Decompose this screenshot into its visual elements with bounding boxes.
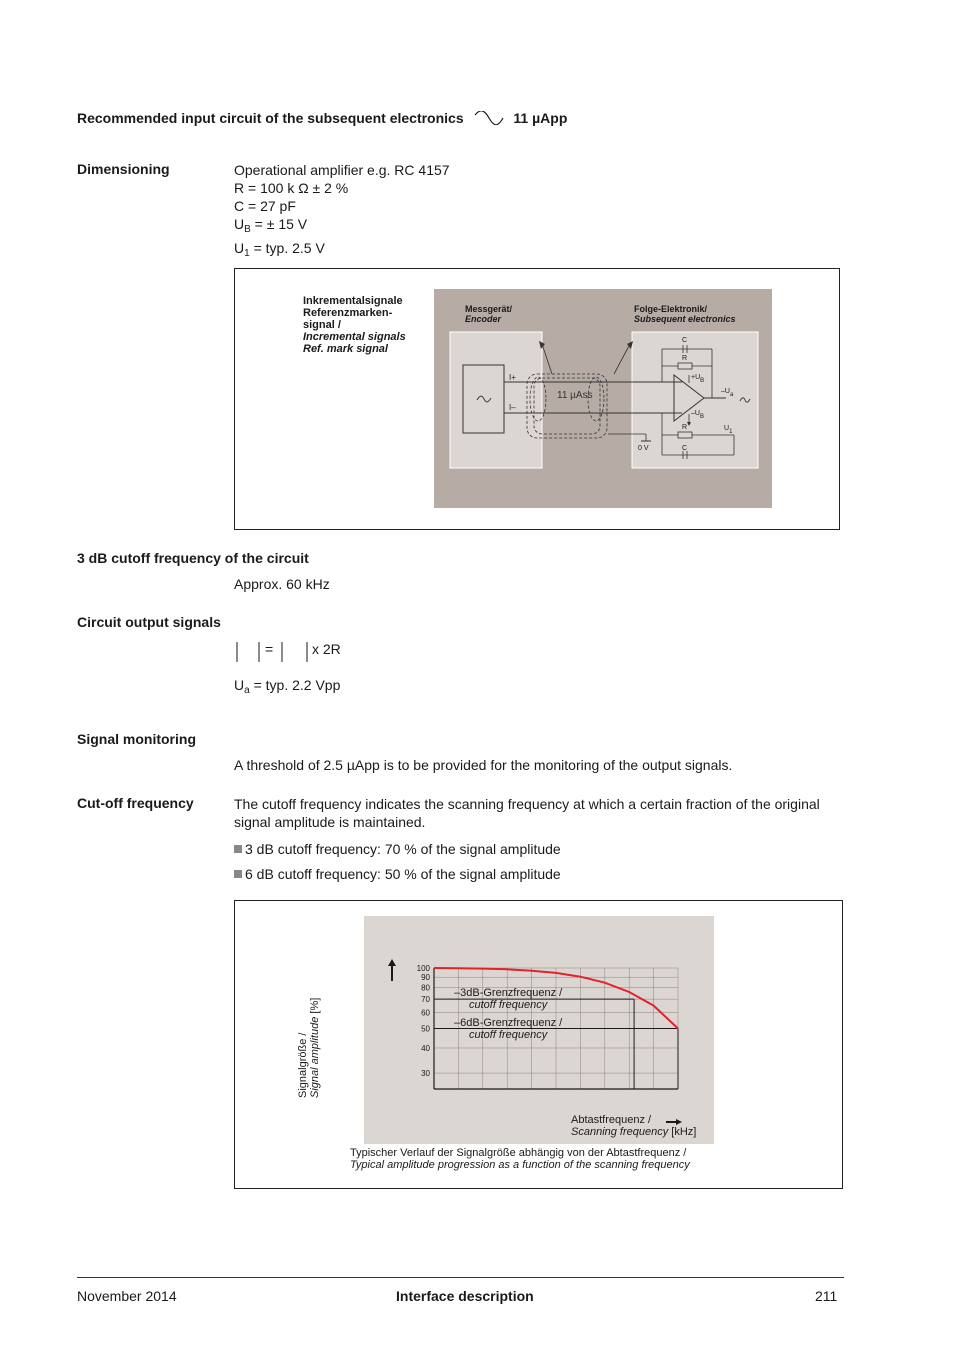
legend-line: Incremental signals (303, 331, 406, 343)
dim-line: C = 27 pF (234, 198, 296, 214)
signal-level-label: 11 µAss (557, 390, 593, 401)
subsequent-de: Folge-Elektronik/ (634, 304, 708, 314)
encoder-title (465, 304, 512, 324)
cutoff-text-line: signal amplitude is maintained. (234, 814, 426, 830)
dim-line: Operational amplifier e.g. RC 4157 (234, 162, 450, 178)
cutoff-frequency-text (234, 795, 820, 831)
legend-line: Inkrementalsignale (303, 295, 403, 307)
dim-line (234, 215, 450, 239)
y-axis-label (297, 948, 321, 1098)
annotation-3db-de: –3dB-Grenzfrequenz / (454, 987, 563, 999)
caption-de: Typischer Verlauf der Signalgröße abhängig von der Abtastfrequenz / (350, 1147, 687, 1159)
y-tick-label: 50 (421, 1024, 430, 1034)
bullet-text: 6 dB cutoff frequency: 50 % of the signal amplitude (245, 866, 561, 882)
annotation-6db-de: –6dB-Grenzfrequenz / (454, 1017, 563, 1029)
circuit-legend (303, 295, 406, 355)
resistor-bottom-label: R (682, 424, 688, 431)
x-label-en: Scanning frequency (571, 1126, 669, 1138)
y-tick-label: 70 (421, 995, 430, 1005)
cutoff3db-value: Approx. 60 kHz (234, 576, 330, 592)
formula-equals: = (265, 641, 274, 657)
circuit-figure (234, 268, 840, 530)
dim-sub: B (244, 224, 251, 235)
encoder-de: Messgerät/ (465, 304, 513, 314)
encoder-block (450, 332, 542, 468)
bullet-text: 3 dB cutoff frequency: 70 % of the signal amplitude (245, 841, 561, 857)
ground-label: 0 V (638, 445, 649, 452)
footer-date: November 2014 (77, 1288, 177, 1304)
y-tick-label: 40 (421, 1043, 430, 1053)
y-tick-label: 80 (421, 983, 430, 993)
u1-sub: 1 (729, 429, 733, 435)
y-label-en: Signal amplitude (309, 1016, 321, 1098)
x-label-unit: [kHz] (671, 1126, 697, 1138)
supply-minus-text: –U (691, 410, 700, 417)
formula-multiplier: x 2R (312, 641, 341, 657)
ua-rest: = typ. 2.2 Vpp (249, 677, 341, 693)
caption-en: Typical amplitude progression as a function of the scanning frequency (350, 1159, 690, 1171)
dim-rest: = typ. 2.5 V (249, 240, 325, 256)
subsequent-block (632, 332, 758, 468)
subsequent-title (634, 304, 736, 324)
cutoff3db-label: 3 dB cutoff frequency of the circuit (77, 550, 309, 566)
footer-page-number: 211 (815, 1288, 838, 1304)
monitoring-label: Signal monitoring (77, 731, 196, 747)
square-bullet-icon (234, 845, 242, 853)
input-plus-label: I+ (509, 373, 516, 382)
legend-line: Ref. mark signal (303, 343, 388, 355)
section-heading (77, 110, 567, 126)
y-tick-label: 60 (421, 1008, 430, 1018)
resistor-top-label: R (682, 355, 688, 362)
heading-text: Recommended input circuit of the subsequent electronics (77, 110, 464, 126)
annotation-6db (454, 1017, 562, 1041)
footer-title: Interface description (396, 1288, 534, 1304)
formula-bars-icon (234, 640, 314, 662)
dimensioning-values (234, 161, 450, 263)
u1-label (724, 425, 732, 435)
dim-sub: 1 (244, 248, 250, 259)
capacitor-top-label: C (682, 337, 688, 344)
ua-u: U (234, 677, 245, 693)
supply-plus-label (691, 374, 704, 384)
y-label-unit: [%] (309, 997, 321, 1014)
dim-line: R = 100 k Ω ± 2 % (234, 180, 349, 196)
capacitor-bottom-label: C (682, 445, 688, 452)
dimensioning-label: Dimensioning (77, 161, 170, 177)
output-signals-label: Circuit output signals (77, 614, 221, 630)
square-bullet-icon (234, 870, 242, 878)
output-sub: a (729, 392, 734, 398)
y-tick-label: 30 (421, 1069, 430, 1079)
amplitude-figure (234, 900, 843, 1189)
bullet-item (234, 840, 561, 858)
cutoff-text-line: The cutoff frequency indicates the scanning frequency at which a certain fraction of the original (234, 796, 820, 812)
ua-sub: a (244, 685, 250, 696)
u1-text: U (724, 425, 730, 432)
y-label-de: Signalgröße / (297, 1032, 309, 1098)
dim-rest: = ± 15 V (250, 216, 308, 232)
legend-line: Referenzmarken- (303, 307, 393, 319)
y-tick-label: 90 (421, 973, 430, 983)
heading-suffix: 11 µApp (513, 110, 568, 126)
supply-minus-label (691, 410, 704, 420)
encoder-en: Encoder (465, 314, 502, 324)
annotation-3db (454, 987, 562, 1011)
supply-plus-text: +U (691, 374, 701, 381)
y-tick-label: 100 (416, 964, 430, 973)
dim-u: U (234, 216, 245, 232)
output-ua-line (234, 676, 340, 700)
annotation-6db-en: cutoff frequency (468, 1029, 548, 1041)
legend-line: signal / (303, 319, 341, 331)
annotation-3db-en: cutoff frequency (468, 999, 548, 1011)
supply-plus-sub: B (700, 378, 705, 384)
dim-u: U (234, 240, 245, 256)
cutoff-frequency-label: Cut-off frequency (77, 795, 194, 811)
dim-line (234, 239, 450, 263)
subsequent-en: Subsequent electronics (634, 314, 736, 324)
x-label-de: Abtastfrequenz / (571, 1114, 652, 1126)
sine-wave-icon (474, 111, 504, 125)
bullet-item (234, 865, 561, 883)
output-text: –U (721, 388, 730, 395)
monitoring-text: A threshold of 2.5 µApp is to be provided for the monitoring of the output signals. (234, 757, 733, 773)
footer-rule (77, 1277, 844, 1278)
output-label (721, 388, 733, 398)
input-minus-label: I– (509, 403, 516, 412)
figure-caption (350, 1147, 690, 1171)
supply-minus-sub: B (699, 414, 704, 420)
x-axis-label (571, 1114, 696, 1138)
